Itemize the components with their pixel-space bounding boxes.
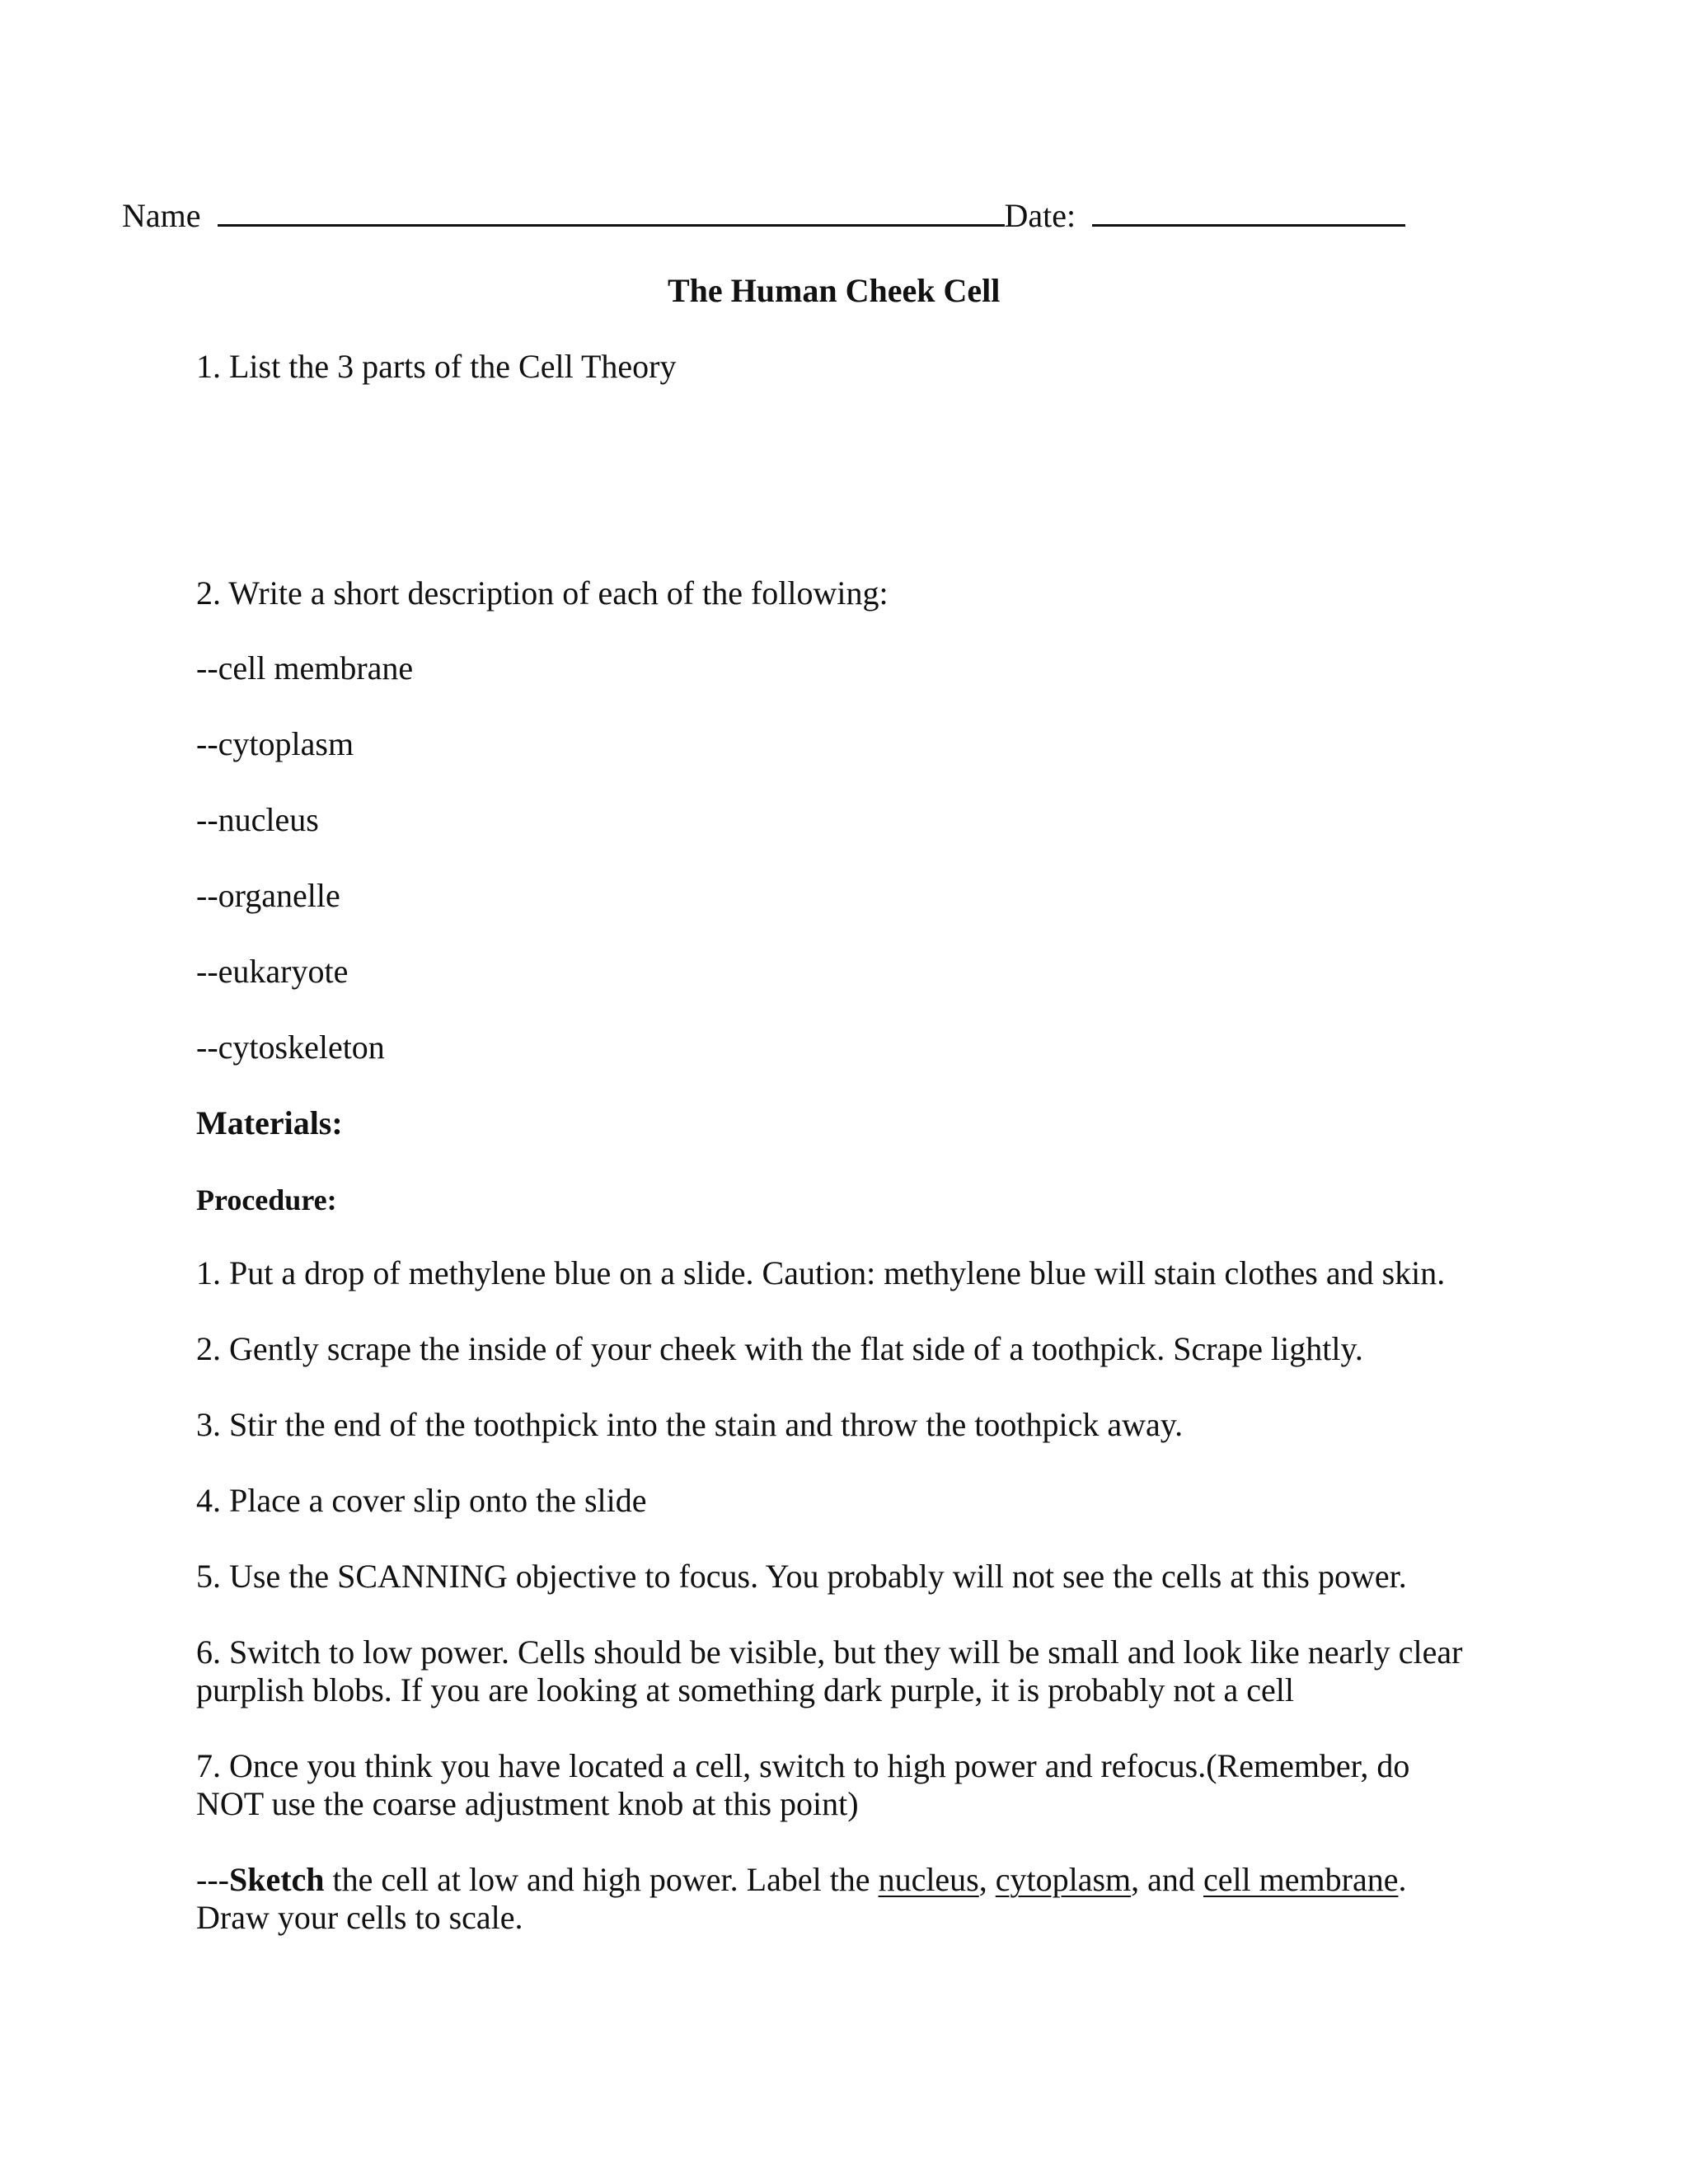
sketch-instruction [196, 1861, 1406, 1899]
label-nucleus: nucleus [878, 1861, 979, 1898]
date-blank[interactable] [1092, 196, 1405, 227]
procedure-step-2: 2. Gently scrape the inside of your cheek with the flat side of a toothpick. Scrape lightly. [196, 1330, 1363, 1367]
label-cell-membrane: cell membrane [1203, 1861, 1399, 1898]
sketch-bold-word: Sketch [228, 1861, 325, 1898]
term-eukaryote: --eukaryote [196, 953, 349, 990]
procedure-step-4: 4. Place a cover slip onto the slide [196, 1482, 647, 1519]
procedure-step-7-line-1: 7. Once you think you have located a cell, switch to high power and refocus.(Remember, do [196, 1747, 1410, 1784]
procedure-step-3: 3. Stir the end of the toothpick into the stain and throw the toothpick away. [196, 1406, 1184, 1443]
sketch-and: , and [1131, 1861, 1203, 1898]
date-label: Date: [1004, 197, 1076, 234]
sketch-period: . [1398, 1861, 1407, 1898]
sketch-prefix: --- [196, 1861, 229, 1898]
procedure-heading: Procedure: [196, 1183, 337, 1216]
term-cytoskeleton: --cytoskeleton [196, 1029, 385, 1066]
procedure-step-5: 5. Use the SCANNING objective to focus. You probably will not see the cells at this power. [196, 1558, 1407, 1595]
procedure-step-7-line-2: NOT use the coarse adjustment knob at this point) [196, 1785, 859, 1822]
procedure-step-6-line-1: 6. Switch to low power. Cells should be visible, but they will be small and look like nearly clear [196, 1633, 1463, 1671]
question-1: 1. List the 3 parts of the Cell Theory [196, 348, 677, 385]
sketch-comma: , [978, 1861, 996, 1898]
sketch-text: the cell at low and high power. Label the [324, 1861, 879, 1898]
name-blank[interactable] [218, 196, 1005, 227]
procedure-step-1: 1. Put a drop of methylene blue on a slide. Caution: methylene blue will stain clothes and skin. [196, 1254, 1446, 1291]
sketch-instruction-line-2: Draw your cells to scale. [196, 1899, 523, 1936]
page-title: The Human Cheek Cell [668, 272, 1001, 309]
label-cytoplasm: cytoplasm [995, 1861, 1132, 1898]
materials-heading: Materials: [196, 1104, 343, 1141]
term-nucleus: --nucleus [196, 801, 319, 838]
header-row [122, 196, 1405, 235]
procedure-step-6-line-2: purplish blobs. If you are looking at something dark purple, it is probably not a cell [196, 1671, 1294, 1708]
term-organelle: --organelle [196, 877, 340, 914]
question-2: 2. Write a short description of each of the following: [196, 574, 889, 612]
term-cytoplasm: --cytoplasm [196, 725, 354, 762]
term-cell-membrane: --cell membrane [196, 649, 414, 687]
name-label: Name [122, 197, 201, 234]
